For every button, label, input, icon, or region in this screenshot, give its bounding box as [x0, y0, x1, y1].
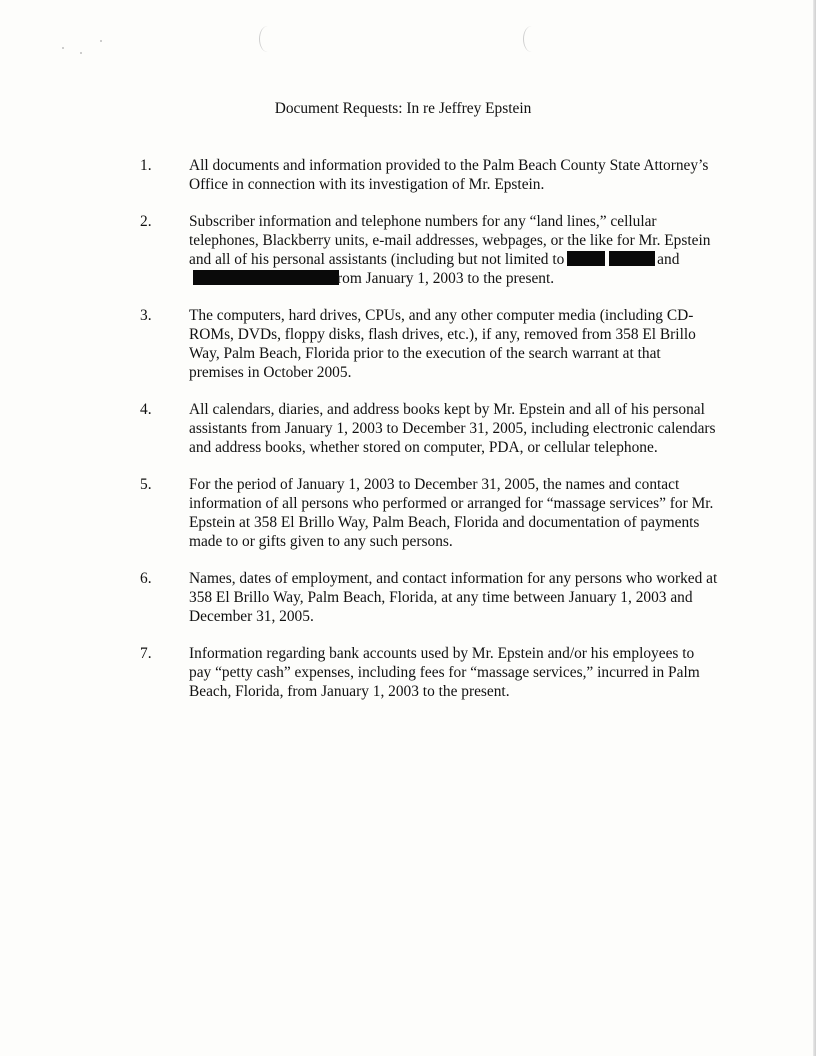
item-number: 1.	[140, 157, 152, 174]
redaction-block	[193, 270, 339, 285]
item-number: 7.	[140, 645, 152, 662]
request-list	[0, 156, 816, 719]
list-item	[0, 644, 816, 701]
item-number: 5.	[140, 476, 152, 493]
binder-punch-mark	[523, 26, 540, 52]
scan-speck	[80, 52, 82, 54]
item-number: 6.	[140, 570, 152, 587]
item-text: All calendars, diaries, and address books kept by Mr. Epstein and all of his personal assistants from January 1, 2003 to December 31, 2005, including electronic calendars and address books, whether stored on computer, PDA, or cellular telephone.	[189, 401, 716, 456]
list-item	[0, 569, 816, 626]
item-text: All documents and information provided to the Palm Beach County State Attorney’s Office in connection with its investigation of Mr. Epstein.	[189, 157, 709, 193]
list-item	[0, 306, 816, 382]
item-text: Information regarding bank accounts used by Mr. Epstein and/or his employees to pay “petty cash” expenses, including fees for “massage services,” incurred in Palm Beach, Florida, from January 1, 2003 to the present.	[189, 645, 700, 700]
binder-punch-mark	[259, 26, 276, 52]
item-text: The computers, hard drives, CPUs, and any other computer media (including CD-ROMs, DVDs, floppy disks, flash drives, etc.), if any, removed from 358 El Brillo Way, Palm Beach, Florida prior to the execution of the search warrant at that premises in October 2005.	[189, 307, 696, 381]
item-text-part: rom January 1, 2003 to the present.	[337, 270, 555, 287]
item-number: 3.	[140, 307, 152, 324]
scan-speck	[100, 40, 102, 42]
list-item	[0, 400, 816, 457]
item-text-part: Subscriber information and telephone numbers for any “land lines,” cellular telephones, Blackberry units, e-mail addresses, webpages, or the like for Mr. Epstein and all of his personal assistants (including but not limited to	[189, 213, 711, 268]
redaction-block	[567, 251, 605, 266]
list-item	[0, 475, 816, 551]
item-text-part: and	[657, 251, 680, 268]
item-text: For the period of January 1, 2003 to December 31, 2005, the names and contact information of all persons who performed or arranged for “massage services” for Mr. Epstein at 358 El Brillo Way, Palm Beach, Florida and documentation of payments made to or gifts given to any such persons.	[189, 476, 714, 550]
redaction-block	[609, 251, 655, 266]
document-title: Document Requests: In re Jeffrey Epstein	[274, 100, 532, 117]
item-number: 4.	[140, 401, 152, 418]
item-number: 2.	[140, 213, 152, 230]
list-item	[0, 156, 816, 194]
scan-speck	[62, 47, 64, 49]
item-text	[189, 212, 719, 288]
item-text: Names, dates of employment, and contact information for any persons who worked at 358 El Brillo Way, Palm Beach, Florida, at any time between January 1, 2003 and December 31, 2005.	[189, 570, 718, 625]
list-item	[0, 212, 816, 288]
